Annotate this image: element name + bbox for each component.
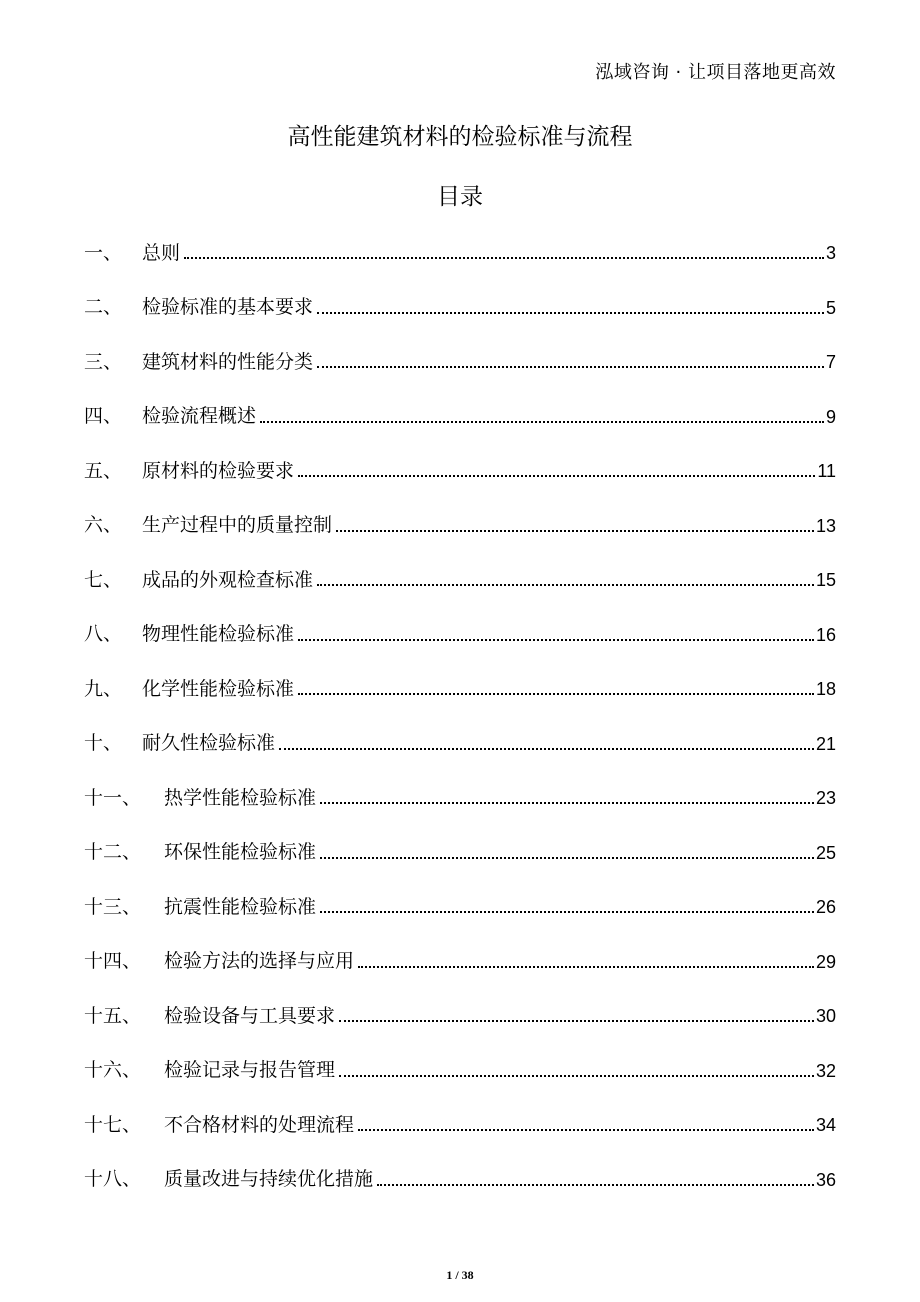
toc-entry-label: 检验记录与报告管理 bbox=[164, 1059, 336, 1082]
toc-dot-leader bbox=[260, 421, 824, 423]
toc-entry-label: 抗震性能检验标准 bbox=[164, 895, 317, 918]
toc-entry-number: 九、 bbox=[84, 677, 123, 700]
toc-entry-number: 十一、 bbox=[84, 786, 142, 809]
toc-entry-number: 三、 bbox=[84, 350, 123, 373]
toc-entry-label: 化学性能检验标准 bbox=[142, 677, 295, 700]
toc-entry[interactable] bbox=[84, 1044, 836, 1099]
toc-entry-page: 30 bbox=[815, 1006, 836, 1027]
toc-entry-page: 13 bbox=[815, 515, 836, 536]
toc-dot-leader bbox=[279, 748, 814, 750]
table-of-contents bbox=[84, 226, 836, 1207]
toc-entry[interactable] bbox=[84, 281, 836, 336]
toc-entry-number: 十四、 bbox=[84, 950, 142, 973]
toc-entry[interactable] bbox=[84, 499, 836, 554]
toc-dot-leader bbox=[336, 530, 814, 532]
toc-entry-label: 总则 bbox=[142, 241, 181, 264]
toc-entry-label: 检验设备与工具要求 bbox=[164, 1004, 336, 1027]
toc-entry[interactable] bbox=[84, 608, 836, 663]
toc-entry-number: 一、 bbox=[84, 241, 123, 264]
page-indicator: 1 / 38 bbox=[446, 1268, 474, 1282]
toc-dot-leader bbox=[320, 857, 814, 859]
toc-entry[interactable] bbox=[84, 390, 836, 445]
toc-entry[interactable] bbox=[84, 935, 836, 990]
toc-dot-leader bbox=[298, 693, 814, 695]
toc-entry-page: 32 bbox=[815, 1060, 836, 1081]
toc-entry-label: 检验标准的基本要求 bbox=[142, 296, 314, 319]
toc-heading: 目录 bbox=[437, 184, 483, 210]
toc-entry-label: 环保性能检验标准 bbox=[164, 841, 317, 864]
toc-entry-label: 质量改进与持续优化措施 bbox=[164, 1168, 374, 1191]
toc-dot-leader bbox=[320, 911, 814, 913]
toc-entry-label: 耐久性检验标准 bbox=[142, 732, 276, 755]
toc-dot-leader bbox=[298, 639, 814, 641]
toc-entry-page: 5 bbox=[825, 297, 836, 318]
toc-entry-number: 十五、 bbox=[84, 1004, 142, 1027]
toc-entry-page: 9 bbox=[825, 406, 836, 427]
toc-dot-leader bbox=[339, 1075, 814, 1077]
toc-entry-page: 7 bbox=[825, 352, 836, 373]
toc-entry-label: 不合格材料的处理流程 bbox=[164, 1113, 355, 1136]
toc-entry[interactable] bbox=[84, 771, 836, 826]
toc-entry[interactable] bbox=[84, 717, 836, 772]
document-title: 高性能建筑材料的检验标准与流程 bbox=[287, 124, 633, 150]
toc-dot-leader bbox=[317, 312, 824, 314]
toc-dot-leader bbox=[320, 802, 814, 804]
toc-entry-number: 十六、 bbox=[84, 1059, 142, 1082]
toc-entry-page: 21 bbox=[815, 733, 836, 754]
toc-entry[interactable] bbox=[84, 553, 836, 608]
toc-dot-leader bbox=[339, 1020, 814, 1022]
toc-entry-page: 26 bbox=[815, 897, 836, 918]
toc-entry[interactable] bbox=[84, 335, 836, 390]
toc-dot-leader bbox=[184, 257, 824, 259]
toc-entry-label: 原材料的检验要求 bbox=[142, 459, 295, 482]
toc-entry-number: 十三、 bbox=[84, 895, 142, 918]
toc-entry[interactable] bbox=[84, 880, 836, 935]
toc-dot-leader bbox=[358, 1129, 814, 1131]
toc-dot-leader bbox=[317, 366, 824, 368]
toc-entry[interactable] bbox=[84, 662, 836, 717]
toc-entry-page: 29 bbox=[815, 951, 836, 972]
toc-entry-number: 十八、 bbox=[84, 1168, 142, 1191]
toc-entry-label: 建筑材料的性能分类 bbox=[142, 350, 314, 373]
toc-entry-label: 生产过程中的质量控制 bbox=[142, 514, 333, 537]
page-header: 泓域咨询 · 让项目落地更高效 bbox=[595, 62, 836, 83]
toc-entry-page: 3 bbox=[825, 243, 836, 264]
toc-entry-number: 二、 bbox=[84, 296, 123, 319]
toc-entry-number: 七、 bbox=[84, 568, 123, 591]
toc-entry-number: 十二、 bbox=[84, 841, 142, 864]
toc-entry-page: 34 bbox=[815, 1115, 836, 1136]
toc-entry-page: 23 bbox=[815, 788, 836, 809]
toc-entry-page: 36 bbox=[815, 1169, 836, 1190]
toc-entry[interactable] bbox=[84, 989, 836, 1044]
toc-entry[interactable] bbox=[84, 826, 836, 881]
toc-entry-number: 八、 bbox=[84, 623, 123, 646]
toc-entry-label: 检验方法的选择与应用 bbox=[164, 950, 355, 973]
toc-entry-page: 15 bbox=[815, 570, 836, 591]
toc-dot-leader bbox=[317, 584, 814, 586]
toc-entry-number: 四、 bbox=[84, 405, 123, 428]
toc-entry[interactable] bbox=[84, 226, 836, 281]
toc-entry[interactable] bbox=[84, 1098, 836, 1153]
toc-entry-number: 六、 bbox=[84, 514, 123, 537]
toc-entry[interactable] bbox=[84, 444, 836, 499]
toc-entry-label: 检验流程概述 bbox=[142, 405, 257, 428]
toc-dot-leader bbox=[358, 966, 814, 968]
toc-entry-number: 五、 bbox=[84, 459, 123, 482]
toc-entry[interactable] bbox=[84, 1153, 836, 1208]
toc-entry-label: 物理性能检验标准 bbox=[142, 623, 295, 646]
toc-entry-number: 十、 bbox=[84, 732, 123, 755]
toc-entry-page: 25 bbox=[815, 842, 836, 863]
toc-dot-leader bbox=[377, 1184, 814, 1186]
toc-dot-leader bbox=[298, 475, 815, 477]
toc-entry-page: 18 bbox=[815, 679, 836, 700]
toc-entry-page: 11 bbox=[817, 461, 836, 482]
toc-entry-label: 成品的外观检查标准 bbox=[142, 568, 314, 591]
toc-entry-page: 16 bbox=[815, 624, 836, 645]
toc-entry-number: 十七、 bbox=[84, 1113, 142, 1136]
toc-entry-label: 热学性能检验标准 bbox=[164, 786, 317, 809]
